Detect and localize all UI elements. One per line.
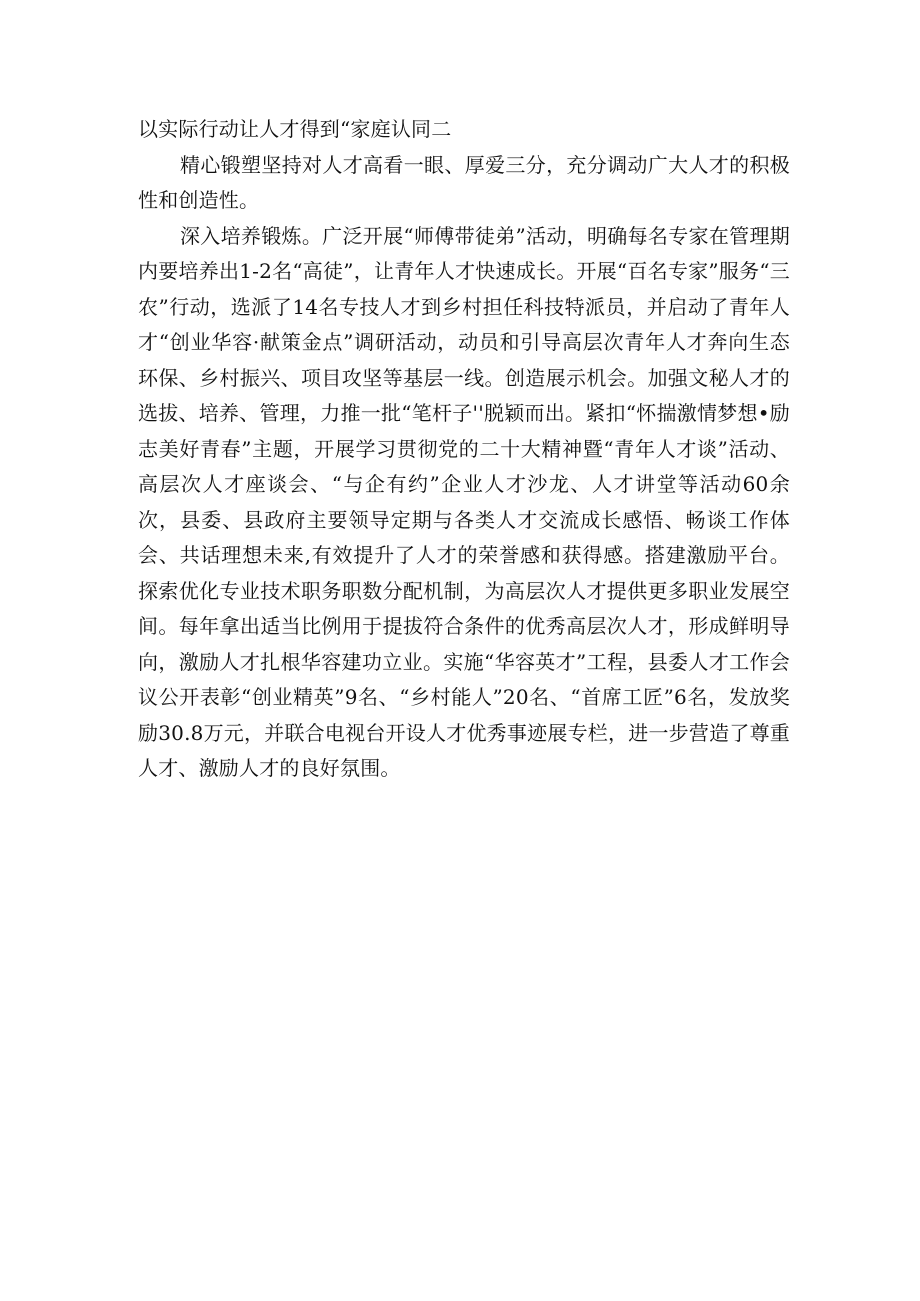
- paragraph-heading-line: 以实际行动让人才得到“家庭认同二: [138, 117, 452, 141]
- paragraph-intro: 精心锻塑坚持对人才高看一眼、厚爱三分，充分调动广大人才的积极性和创造性。: [138, 152, 790, 212]
- paragraph-main: 深入培养锻炼。广泛开展“师傅带徒弟”活动，明确每名专家在管理期内要培养出1-2名“高徒”，让青年人才快速成长。开展“百名专家”服务“三农”行动，选派了14名专技人才到乡村担任科技特派员，并启动了青年人才“创业华容·献策金点”调研活动，动员和引导高层次青年人才奔向生态环保、乡村振兴、项目攻坚等基层一线。创造展示机会。加强文秘人才的选拔、培养、管理，力推一批“笔杆子''脱颖而出。紧扣“怀揣激情梦想•励志美好青春”主题，开展学习贯彻党的二十大精神暨“青年人才谈”活动、高层次人才座谈会、“与企有约”企业人才沙龙、人才讲堂等活动60余次，县委、县政府主要领导定期与各类人才交流成长感悟、畅谈工作体会、共话理想未来,有效提升了人才的荣誉感和获得感。搭建激励平台。探索优化专业技术职务职数分配机制，为高层次人才提供更多职业发展空间。每年拿出适当比例用于提拔符合条件的优秀高层次人才，形成鲜明导向，激励人才扎根华容建功立业。实施“华容英才”工程，县委人才工作会议公开表彰“创业精英”9名、“乡村能人”20名、“首席工匠”6名，发放奖励30.8万元，并联合电视台开设人才优秀事迹展专栏，进一步营造了尊重人才、激励人才的良好氛围。: [138, 223, 790, 780]
- document-body: [138, 112, 790, 787]
